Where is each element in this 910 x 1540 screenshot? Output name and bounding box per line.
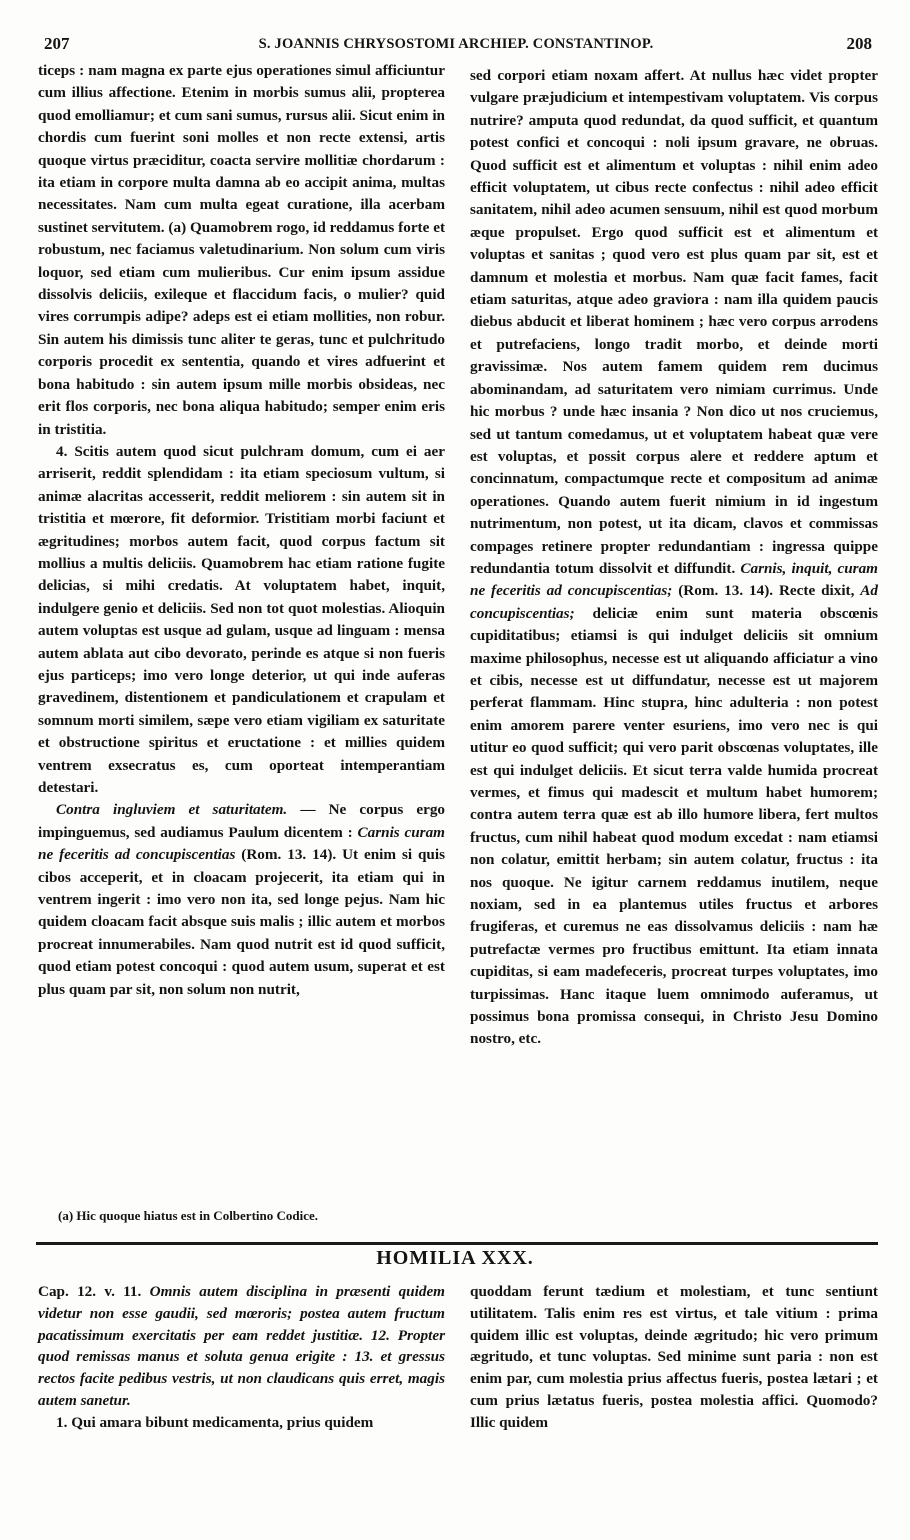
- page-number-left: 207: [44, 34, 70, 53]
- section-divider: [36, 1242, 878, 1245]
- scripture-quote: Carnis curam ne feceritis ad concupiscentias: [38, 823, 445, 864]
- scripture-passage: [38, 1281, 445, 1412]
- scripture-quote: Ad concupiscentias;: [470, 582, 878, 622]
- text-run: — Ne corpus ergo impinguemus, sed audiamus Paulum dicentem :: [38, 801, 446, 841]
- section-heading: Contra ingluviem et saturitatem.: [56, 801, 288, 819]
- page-number-right: 208: [846, 34, 872, 53]
- running-head: [40, 34, 872, 56]
- right-column-top: [470, 65, 878, 1051]
- paragraph: quoddam ferunt tædium et molestiam, et tunc sentiunt utilitatem. Talis enim res est virtus, et tale vitium : prima quidem illic est voluptas, deinde ægritudo; hic vero primum ægritudo, et tunc voluptas. Sed minime sunt paria : non est enim par, cum molestia prius affectus fueris, postea lætari ; et cum prius lætatus fueris, postea molestia affici. Quomodo? Illic quidem: [470, 1283, 878, 1431]
- paragraph: 4. Scitis autem quod sicut pulchram domum, cum ei aer arriserit, reddit splendidam : ita etiam speciosum vultum, si animæ alacritas accesserit, reddit meliorem : sin autem sit in tristitia et mœrore, fit deformior. Tristitiam morbi faciunt et ægritudines; morbos autem facit, quod corpus factum sit mollius a multis deliciis. Quamobrem hac etiam ratione fugite delicias, si mihi credatis. At voluptatem habet, inquit, indulgere genio et deliciis. Sed non tot quot molestias. Alioquin autem voluptas est usque ad gulam, usque ad linguam : mensa autem ablata aut cibo devorato, perinde es atque si non fueris ejus particeps; imo vero longe deterior, ut qui inde auferas gravedinem, distentionem et pandiculationem et crapulam et somnum morti similem, sæpe vero etiam vigiliam ex saturitate et obstructione spiritus et eructatione : et millies quidem ventrem exsecratus es, cum oporteat intemperantiam detestari.: [38, 442, 445, 796]
- footnote: (a) Hic quoque hiatus est in Colbertino Codice.: [58, 1208, 319, 1223]
- running-title: S. JOANNIS CHRYSOSTOMI ARCHIEP. CONSTANTINOP.: [258, 36, 654, 52]
- text-run: Recte dixit,: [773, 582, 861, 600]
- text-run: deliciæ enim sunt materia obscœnis cupiditatibus; etiamsi is qui indulget deliciis sit omnium maxime philosophus, necesse est ut aliquando afficiatur a vino et cibis, necesse est ut diffundatur, necesse est ut majorem perferat flammam. Hinc stupra, hinc adulteria : non potest enim amorem parere venter esuriens, imo vero nec is qui utitur eo quod sufficit; qui vero parit obscœnas voluptates, ille est qui indulget deliciis. Et sicut terra valde humida procreat vermes, et fimus qui madescit et multum habet humorem; contra autem terra quæ est ab illo humore libera, fert multos fructus, cum nihil habeat quod modum excedat : nam etiamsi non colatur, emittit herbam; sin autem colatur, fructus : ita nos quoque. Ne igitur carnem reddamus inutilem, neque noxiam, sed in ea plantemus utiles fructus et arbores frugiferas, et curemus ne eas dissolvamus deliciis : nam hæ putrefactæ vermes pro fructibus emittunt. Ita etiam innata cupiditas, si eam madefeceris, procreat turpes voluptates, imo turpissimas. Hanc itaque luem omnimodo auferamus, ut possimus bona promissa consequi, in Christo Jesu Domino nostro, etc.: [470, 604, 878, 1048]
- scripture-quote: Carnis, inquit, curam ne feceritis ad concupiscentias;: [470, 559, 878, 600]
- scripture-reference: (Rom. 13. 14).: [235, 846, 337, 864]
- scripture-quote: Omnis autem disciplina in præsenti quidem videtur non esse gaudii, sed mœroris; postea autem fructum pacatissimum exercitatis per eam reddet justitiæ. 12. Propter quod remissas manus et soluta genua erigite : 13. et gressus rectos facite pedibus vestris, ut non claudicans quis erret, magis autem sanetur.: [38, 1283, 445, 1409]
- paragraph: [38, 799, 445, 1001]
- right-column-bottom: [470, 1281, 878, 1434]
- chapter-verse-ref: Cap. 12. v. 11.: [38, 1283, 142, 1300]
- scripture-reference: (Rom. 13. 14).: [672, 582, 774, 600]
- text-run: Ut enim si quis cibos acceperit, et in cloacam projecerit, ita etiam qui in ventrem ingerit : imo vero non ita, sed longe pejus. Nam hic quidem cloacam facit absque suis malis ; illic autem et morbos procreat innumerabiles. Nam quod nutrit est id quod sufficit, quod etiam potest concoqui : quod autem usum, superat et est plus quam par sit, non solum non nutrit,: [38, 846, 445, 998]
- left-column-top: [38, 60, 445, 1001]
- left-column-bottom: [38, 1281, 445, 1434]
- paragraph: [470, 65, 878, 1051]
- paragraph: 1. Qui amara bibunt medicamenta, prius quidem: [56, 1413, 374, 1431]
- text-run: sed corpori etiam noxam affert. At nullus hæc videt propter vulgare præjudicium et intempestivam voluptatem. Vis corpus nutrire? amputa quod redundat, da quod sufficit, et quantum potest confici et concoqui : noli ipsum gravare, ne obruas. Quod sufficit est et alimentum et voluptas : nihil enim adeo efficit voluptatem, ut cibus recte confectus : nihil adeo efficit sanitatem, nihil adeo acumen sensuum, nihil est quod morbum æque propulset. Ergo quod sufficit est et alimentum et voluptas et sanitas ; quod vero est plus quam par sit, est et damnum et molestia et morbus. Nam quæ facit fames, facit etiam saturitas, atque adeo graviora : nam illa quidem paucis diebus abducit et liberat hominem ; hæc vero corpus arrodens et putrefaciens, longo tradit morbo, et deinde morti gravissimæ. Nos autem famem quidem rem ducimus abominandam, ad saturitatem vero nimiam currimus. Unde hic morbus ? unde hæc insania ? Non dico ut nos cruciemus, sed ut tantum comedamus, ut et voluptatem habeat quæ vere est voluptas, et possit corpus alere et reddere aptum et concinnatum, compactumque recte et compositum ad animæ operationes. Quando autem fuerit nimium in id ingestum nutrimentum, non potest, ut ita dicam, clavos et commissas compages retinere propter redundantiam : ingressa quippe redundantia totum dissolvit et diffundit.: [470, 67, 878, 577]
- homily-title: HOMILIA XXX.: [376, 1247, 534, 1269]
- paragraph: ticeps : nam magna ex parte ejus operationes simul afficiuntur cum illius affectione. Etenim in morbis sumus alii, propterea quod emolliamur; et cum sani sumus, rursus alii. Sicut enim in chordis cum fuerint soni molles et non recte extensi, artis quoque virtus præciditur, coacta servire mollitiæ chordarum : ita etiam in corpore multa damna ab eo accipit anima, multas necessitates. Nam cum multa egeat curatione, illa acerbam sustinet servitutem. (a) Quamobrem rogo, id reddamus forte et robustum, nec faciamus valetudinarium. Non solum cum viris loquor, sed etiam cum mulieribus. Cur enim ipsum assidue dissolvis deliciis, exileque et flaccidum facis, o mulier? quid vires corrumpis adipe? adeps est ei etiam mollities, non robur. Sin autem his dimissis tunc aliter te geras, tunc et pulchritudo corporis procedit ex sententia, quando et vires adfuerint et bona habitudo : sin autem ipsum mille morbis obsideas, nec erit flos corporis, nec bona aliqua habitudo; semper enim eris in tristitia.: [38, 62, 445, 438]
